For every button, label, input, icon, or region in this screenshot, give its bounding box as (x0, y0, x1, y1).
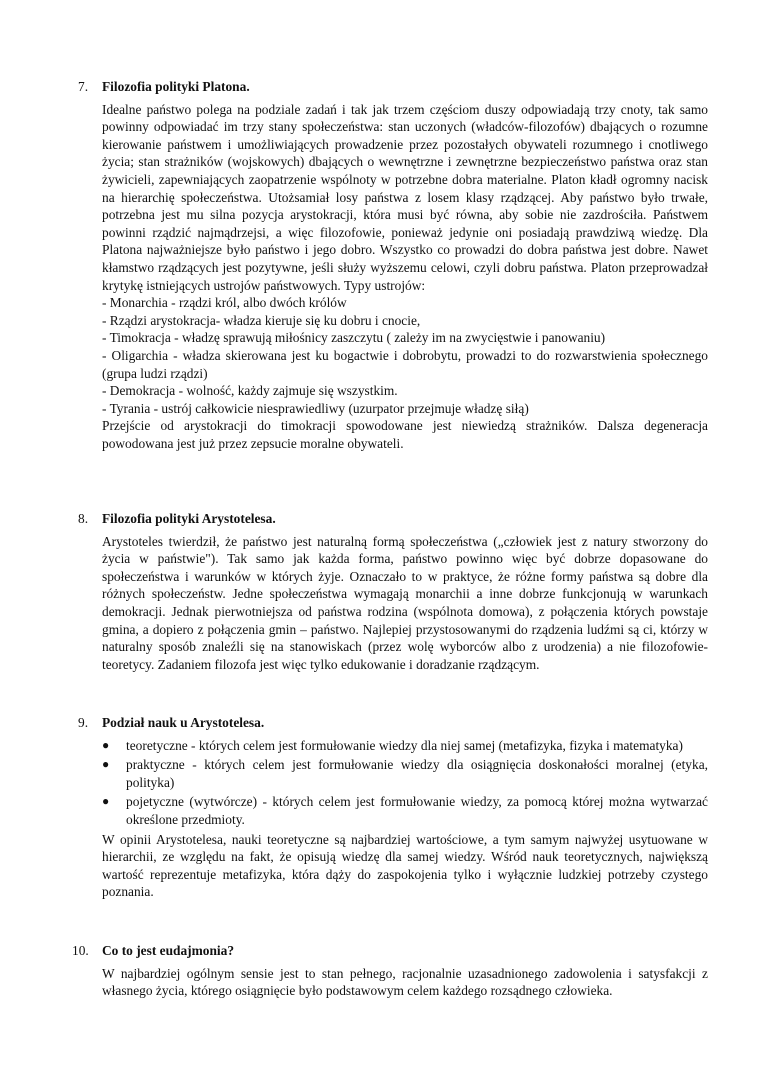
section-number: 10. (72, 943, 89, 958)
section-heading (78, 714, 708, 732)
bullet-icon: ● (102, 757, 110, 772)
section-10 (72, 942, 708, 1000)
section-title: Co to jest eudajmonia? (102, 943, 235, 958)
list-line: - Monarchia - rządzi król, albo dwóch królów (102, 295, 347, 311)
list-line: - Rządzi arystokracja- władza kieruje się ku dobru i cnocie, (102, 312, 421, 328)
list-item-text: teoretyczne - których celem jest formułowanie wiedzy dla niej samej (metafizyka, fizyka i matematyka) (126, 737, 683, 753)
list-line: - Oligarchia - władza skierowana jest ku bogactwie i dobrobytu, prowadzi to do rozwarstwienia społecznego (grupa ludzi rządzi) (102, 347, 708, 381)
section-body (102, 533, 708, 674)
section-number: 8. (78, 511, 89, 526)
paragraph: Arystoteles twierdził, że państwo jest naturalną formą społeczeństwa („człowiek jest z natury stworzony do życia w państwie"). Tak samo jak każda forma, państwo powinno więc być dobrze dopasowane do społeczeństwa i warunków w których żyje. Oznaczało to w praktyce, że różne formy państwa są dobre dla różnych społeczeństw. Jedne społeczeństwa wymagają monarchii a inne dobrze funkcjonują w warunkach demokracji. Jednak pierwotniejsza od państwa rodzina (wspólnota domowa), z połączenia których powstaje gmina, a dopiero z połączenia gmin – państwo. Najlepiej przystosowanymi do rządzenia ludźmi są ci, którzy w naturalny sposób znaleźli się na stanowiskach (przez wolę wyborców albo z urodzenia) a nie filozofowie-teoretycy. Zadaniem filozofa jest więc tylko edukowanie i doradzanie rządzącym. (102, 533, 708, 672)
paragraph: Idealne państwo polega na podziale zadań i tak jak trzem częściom duszy odpowiadają trzy cnoty, tak samo powinny odpowiadać im trzy stany społeczeństwa: stan uczonych (władców-filozofów) dbających o rozumne kierowanie państwem i umożliwiających prowadzenie przez pozostałych obywateli rozumnego i cnotliwego życia; stan strażników (wojskowych) dbających o wewnętrzne i zewnętrzne bezpieczeństwo państwa oraz stan żywicieli, zapewniających zaopatrzenie wspólnoty w potrzebne dobra materialne. Platon kładł ogromny nacisk na hierarchię społeczeństwa. Utożsamiał losy państwa z losem klasy rządzącej. Aby państwo było trwałe, potrzebna jest mu silna pozycja arystokracji, która musi być równa, aby sobie nie zazdrościła. Państwem powinni rządzić najmądrzejsi, a więc filozofowie, ponieważ jedynie oni posiadają prawdziwą wiedzę. Dla Platona najważniejsze było państwo i jego dobro. Wszystko co prowadzi do dobra państwa jest dobre. Nawet kłamstwo rządzących jest pozytywne, jeśli służy wyższemu celowi, czyli dobru państwa. Platon przeprowadzał krytykę istniejących ustrojów państwowych. Typy ustrojów: (102, 101, 708, 293)
section-number: 9. (78, 715, 89, 730)
section-heading (72, 942, 708, 960)
bullet-icon: ● (102, 794, 110, 809)
bullet-list (102, 737, 708, 829)
section-body (102, 737, 708, 901)
section-heading (78, 510, 708, 528)
section-8 (78, 510, 708, 673)
section-heading (78, 78, 708, 96)
paragraph: W najbardziej ogólnym sensie jest to stan pełnego, racjonalnie uzasadnionego zadowolenia i satysfakcji z własnego życia, którego osiągnięcie było podstawowym celem każdego rozsądnego człowieka. (102, 965, 708, 999)
list-item-text: pojetyczne (wytwórcze) - których celem jest formułowanie wiedzy, za pomocą której można wytwarzać określone przedmioty. (126, 794, 708, 827)
section-title: Podział nauk u Arystotelesa. (102, 715, 265, 730)
section-number: 7. (78, 79, 89, 94)
list-item-text: praktyczne - których celem jest formułowanie wiedzy dla osiągnięcia doskonałości moralnej (etyka, polityka) (126, 757, 708, 790)
section-9 (78, 714, 708, 901)
bullet-icon: ● (102, 737, 110, 752)
list-line: - Tyrania - ustrój całkowicie niesprawiedliwy (uzurpator przejmuje władzę siłą) (102, 400, 529, 416)
list-line: - Timokracja - władzę sprawują miłośnicy zaszczytu ( zależy im na zwycięstwie i panowaniu) (102, 330, 606, 346)
paragraph: W opinii Arystotelesa, nauki teoretyczne są najbardziej wartościowe, a tym samym najwyżej usytuowane w hierarchii, ze względu na fakt, że opisują wiedzę dla samej wiedzy. Wśród nauk teoretycznych, największą wartość reprezentuje metafizyka, która dąży do zaspokojenia tylko i wyłącznie ludzkiej potrzeby czystego poznania. (102, 831, 708, 900)
section-7 (78, 78, 708, 452)
section-body (102, 965, 708, 1000)
list-item (102, 737, 708, 755)
section-body (102, 101, 708, 453)
section-title: Filozofia polityki Arystotelesa. (102, 511, 276, 526)
list-item (102, 793, 708, 828)
list-line: - Demokracja - wolność, każdy zajmuje się wszystkim. (102, 383, 398, 399)
paragraph: Przejście od arystokracji do timokracji spowodowane jest niewiedzą strażników. Dalsza degeneracja powodowana jest już przez zepsucie moralne obywateli. (102, 418, 708, 451)
section-title: Filozofia polityki Platona. (102, 79, 250, 94)
list-item (102, 756, 708, 791)
